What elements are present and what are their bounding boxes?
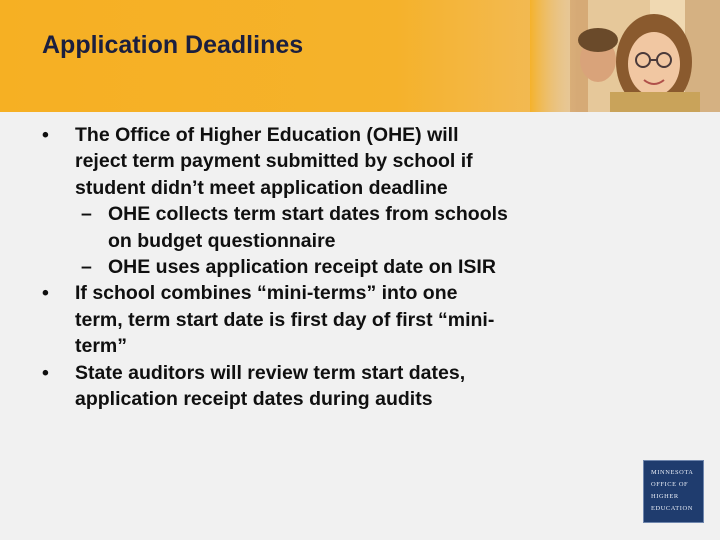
- bullet-line: term”: [75, 335, 128, 358]
- bullet-item: [42, 360, 662, 413]
- minnesota-ohe-logo: [643, 460, 704, 523]
- header-banner: [0, 0, 720, 112]
- logo-text: HIGHER: [651, 493, 679, 500]
- logo-text: OFFICE OF: [651, 481, 689, 488]
- logo-text: MINNESOTA: [651, 469, 694, 476]
- bullet-line: reject term payment submitted by school if: [75, 150, 473, 173]
- sub-bullet-item: [42, 254, 662, 280]
- slide-body: [42, 122, 662, 412]
- bullet-line: term, term start date is first day of first “mini-: [75, 308, 495, 331]
- sub-bullet-item: [42, 201, 662, 254]
- bullet-item: [42, 122, 662, 201]
- bullet-line: application receipt dates during audits: [75, 388, 433, 411]
- bullet-marker: •: [42, 124, 49, 146]
- bullet-line: State auditors will review term start dates,: [75, 361, 466, 384]
- children-photo: [530, 0, 720, 112]
- bullet-marker: •: [42, 282, 49, 305]
- logo-text: EDUCATION: [651, 505, 693, 512]
- sub-bullet-marker: –: [81, 256, 92, 279]
- bullet-line: student didn’t meet application deadline: [75, 176, 448, 199]
- sub-bullet-line: OHE uses application receipt date on ISIR: [108, 256, 496, 279]
- sub-bullet-marker: –: [81, 203, 92, 226]
- sub-bullet-line: OHE collects term start dates from schools: [108, 203, 508, 226]
- bullet-line: If school combines “mini-terms” into one: [75, 282, 458, 305]
- sub-bullet-line: on budget questionnaire: [108, 229, 336, 252]
- bullet-item: [42, 280, 662, 359]
- bullet-line: The Office of Higher Education (OHE) will: [75, 124, 459, 146]
- bullet-marker: •: [42, 361, 49, 384]
- slide-title: Application Deadlines: [42, 31, 304, 59]
